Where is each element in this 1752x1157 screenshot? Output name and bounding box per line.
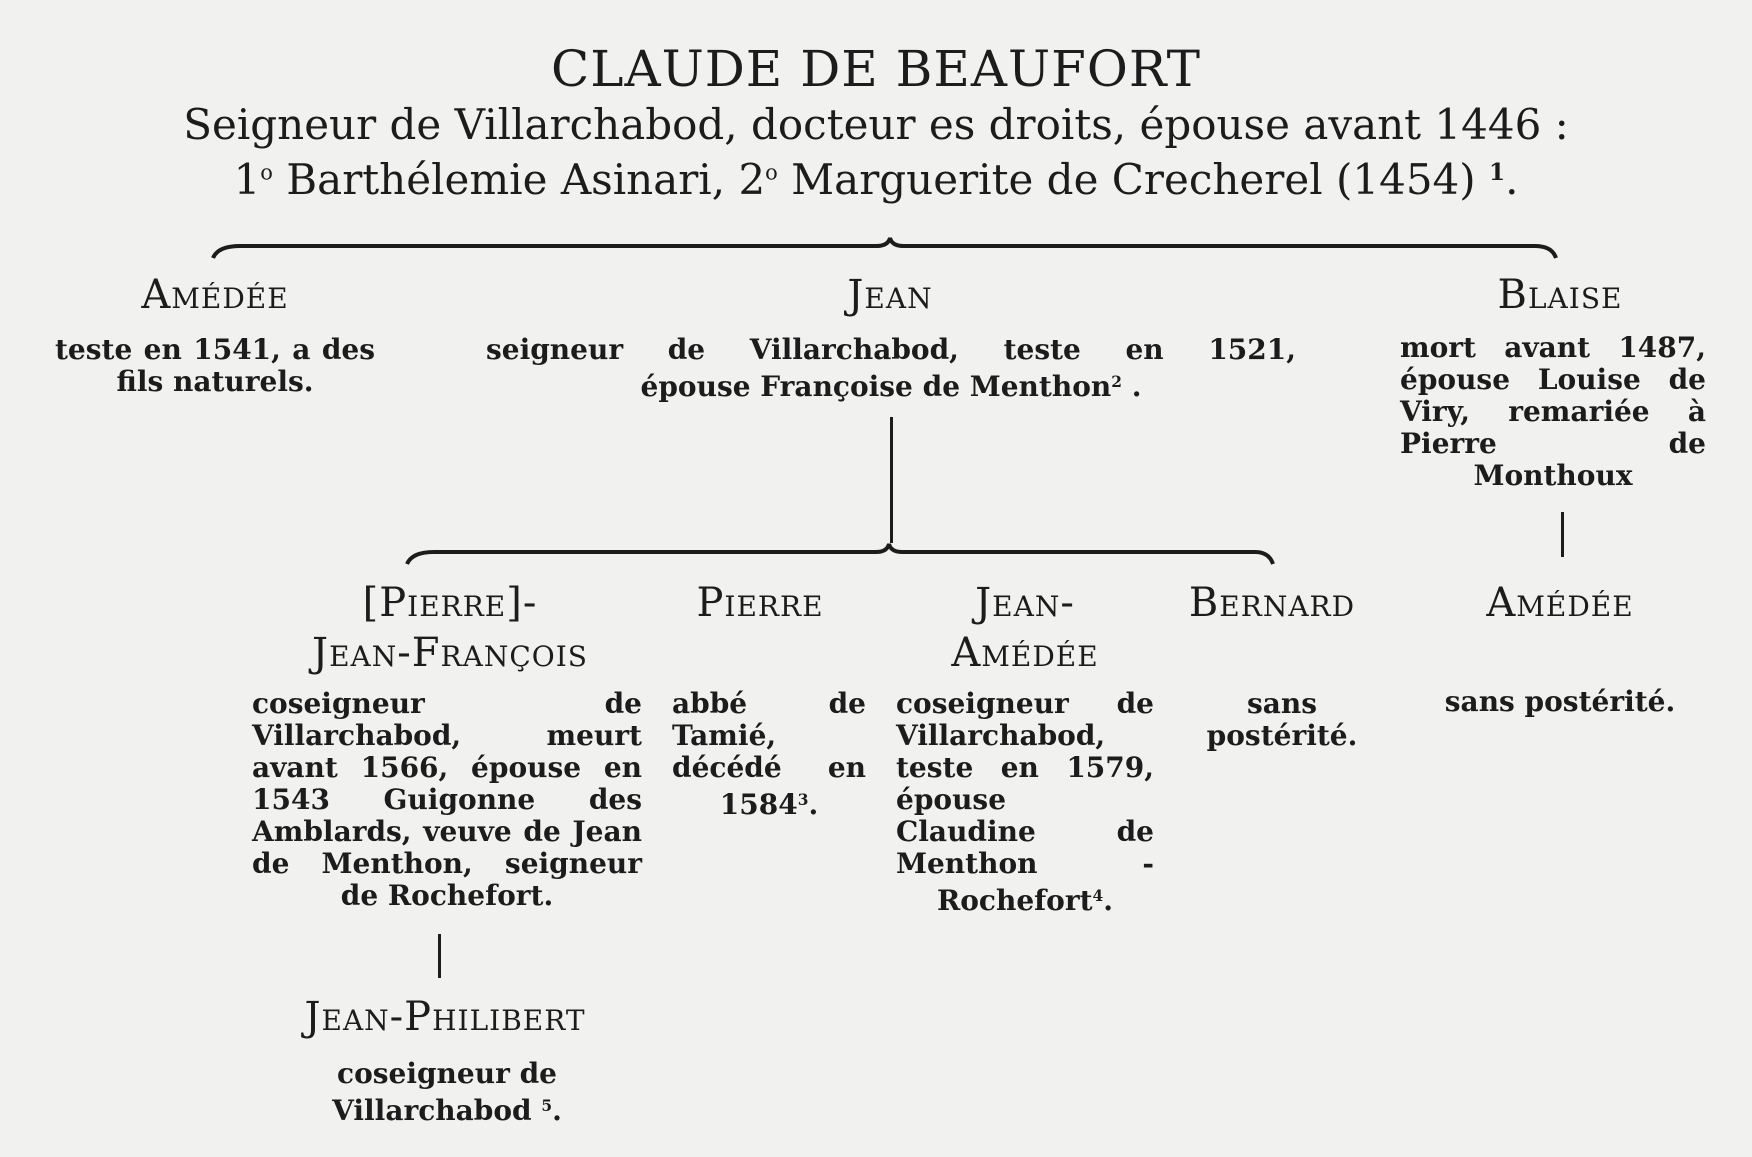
person-name-amedee-2: Amédée [1486,580,1634,626]
person-name-amedee: Amédée [141,272,289,318]
person-desc-jean-amedee: coseigneur de Villarchabod, teste en 1579, épouse Claudine de Menthon - Rochefort$^4$. [896,687,1154,918]
page-title: CLAUDE DE BEAUFORT [551,40,1201,98]
person-desc-jean: seigneur de Villarchabod, teste en 1521, épouse Françoise de Menthon$^2$ . [486,333,1296,404]
person-desc-bernard: sans postérité. [1206,687,1358,752]
person-desc-jean-philibert: coseigneur de Villarchabod $^5$. [332,1057,562,1128]
parent-description-line-2: 1$^o$ Barthélemie Asinari, 2$^o$ Marguerite de Crecherel (1454) $^1$. [233,155,1519,204]
person-desc-pierre: abbé de Tamié, décédé en 1584$^3$. [672,687,866,822]
person-name-jean: Jean [847,272,933,318]
person-name-jean-francois: [Pierre]- Jean-François [312,580,588,676]
connector-jean [890,417,893,543]
connector-blaise [1561,512,1564,557]
footnote-ref: 3 [797,791,809,809]
person-desc-amedee: teste en 1541, a des fils naturels. [55,333,375,398]
footnote-ref: 2 [1111,373,1122,391]
parent-description-line-1: Seigneur de Villarchabod, docteur es droits, épouse avant 1446 : [183,100,1569,149]
person-name-jean-amedee: Jean- Amédée [951,580,1099,676]
brace-generation-2 [407,544,1273,564]
footnote-ref: 5 [541,1097,553,1115]
person-desc-jean-francois: coseigneur de Villarchabod, meurt avant 1566, épouse en 1543 Guigonne des Amblards, veuve de Jean de Menthon, seigneur de Rochefort. [252,687,642,912]
person-desc-blaise: mort avant 1487, épouse Louise de Viry, remariée à Pierre de Monthoux [1400,331,1706,492]
person-name-blaise: Blaise [1497,272,1623,318]
footnote-ref: 4 [1092,887,1104,905]
person-name-pierre: Pierre [696,580,824,626]
footnote-ref: 1 [1489,159,1506,187]
connector-jean-francois [438,934,441,978]
person-desc-amedee-2: sans postérité. [1444,685,1676,718]
person-name-bernard: Bernard [1188,580,1356,626]
person-name-jean-philibert: Jean-Philibert [304,994,586,1040]
